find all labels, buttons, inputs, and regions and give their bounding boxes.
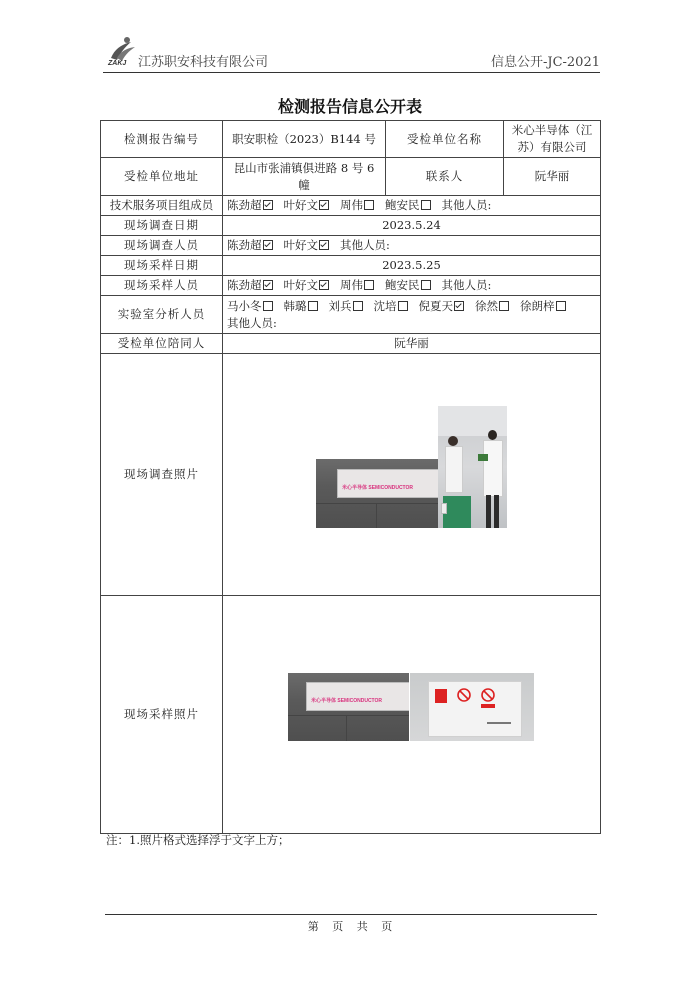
sample-people-value — [223, 276, 601, 296]
sample-date-value: 2023.5.25 — [223, 256, 601, 276]
staff-name: 鲍安民 — [385, 198, 420, 212]
staff-checkbox-item — [284, 299, 321, 313]
staff-checkbox-item — [227, 198, 276, 212]
staff-checkbox-item — [520, 299, 569, 313]
other-label: 其他人员: — [227, 315, 277, 330]
staff-checkbox-item — [385, 198, 434, 212]
survey-people-label: 现场调查人员 — [101, 236, 223, 256]
table-row — [101, 121, 601, 158]
unchecked-checkbox[interactable] — [263, 301, 273, 311]
staff-name: 叶好文 — [283, 238, 318, 252]
contact-value: 阮华丽 — [504, 158, 601, 196]
survey-photo-interview — [438, 406, 507, 528]
staff-checkbox-item — [340, 198, 377, 212]
checked-checkbox[interactable] — [263, 280, 273, 290]
escort-label: 受检单位陪同人 — [101, 334, 223, 354]
unchecked-checkbox[interactable] — [398, 301, 408, 311]
checked-checkbox[interactable] — [319, 200, 329, 210]
staff-checkbox-item — [284, 198, 333, 212]
address-label: 受检单位地址 — [101, 158, 223, 196]
checked-checkbox[interactable] — [263, 240, 273, 250]
staff-checkbox-item — [385, 278, 434, 292]
staff-name: 马小冬 — [227, 298, 262, 313]
staff-checkbox-item — [340, 278, 377, 292]
page-header — [103, 34, 600, 73]
company-name: 江苏职安科技有限公司 — [138, 55, 269, 70]
survey-date-value: 2023.5.24 — [223, 216, 601, 236]
report-no-label: 检测报告编号 — [101, 121, 223, 158]
report-no-value: 职安职检（2023）B144 号 — [223, 121, 386, 158]
staff-checkbox-item — [284, 238, 333, 252]
survey-photo-signboard — [316, 459, 439, 528]
no-smoking-icon — [457, 688, 471, 702]
staff-checkbox-item — [227, 278, 276, 292]
staff-checkbox-item — [227, 238, 276, 252]
table-row — [101, 196, 601, 216]
staff-name: 刘兵 — [328, 298, 352, 313]
lab-people-value — [223, 296, 601, 334]
unchecked-checkbox[interactable] — [308, 301, 318, 311]
staff-name: 倪夏天 — [418, 298, 453, 313]
no-fire-icon — [481, 688, 495, 702]
table-row — [101, 334, 601, 354]
unchecked-checkbox[interactable] — [353, 301, 363, 311]
other-label: 其他人员: — [441, 278, 492, 292]
survey-photo-label: 现场调查照片 — [101, 354, 223, 596]
client-value: 米心半导体（江苏）有限公司 — [504, 121, 601, 158]
unchecked-checkbox[interactable] — [364, 200, 374, 210]
survey-date-label: 现场调查日期 — [101, 216, 223, 236]
table-row — [101, 256, 601, 276]
footer-divider — [105, 914, 597, 915]
staff-name: 周伟 — [340, 198, 363, 212]
address-value: 昆山市张浦镇俱进路 8 号 6 幢 — [223, 158, 386, 196]
staff-checkbox-item — [329, 299, 366, 313]
company-sign — [306, 682, 409, 711]
table-row — [101, 276, 601, 296]
sign-text: 米心半导体 SEMICONDUCTOR — [342, 485, 414, 491]
staff-name: 徐然 — [475, 298, 498, 313]
staff-checkbox-item — [419, 299, 468, 313]
sample-photo-signboard — [288, 673, 409, 741]
staff-checkbox-item — [227, 299, 276, 313]
staff-name: 叶好文 — [283, 198, 318, 212]
unchecked-checkbox[interactable] — [499, 301, 509, 311]
contact-label: 联系人 — [386, 158, 504, 196]
other-label: 其他人员: — [441, 198, 492, 212]
staff-checkbox-item — [284, 278, 333, 292]
staff-name: 叶好文 — [283, 278, 318, 292]
checked-checkbox[interactable] — [319, 240, 329, 250]
table-row — [101, 236, 601, 256]
escort-value: 阮华丽 — [223, 334, 601, 354]
footnote: 注：1.照片格式选择浮于文字上方； — [106, 833, 290, 847]
checked-checkbox[interactable] — [263, 200, 273, 210]
unchecked-checkbox[interactable] — [421, 280, 431, 290]
unchecked-checkbox[interactable] — [556, 301, 566, 311]
checked-checkbox[interactable] — [319, 280, 329, 290]
document-id: 信息公开-JC-2021 — [490, 55, 600, 70]
staff-name: 陈劲超 — [227, 198, 262, 212]
sample-people-label: 现场采样人员 — [101, 276, 223, 296]
staff-name: 徐朗梓 — [520, 298, 555, 313]
client-label: 受检单位名称 — [386, 121, 504, 158]
checked-checkbox[interactable] — [454, 301, 464, 311]
tech-members-value — [223, 196, 601, 216]
sample-date-label: 现场采样日期 — [101, 256, 223, 276]
logo-wordmark: ZAKJ — [108, 60, 127, 67]
company-sign — [337, 469, 439, 498]
staff-name: 陈劲超 — [227, 278, 262, 292]
sign-text: 米心半导体 SEMICONDUCTOR — [311, 698, 383, 704]
page-title: 检测报告信息公开表 — [277, 97, 422, 116]
staff-name: 沈培 — [373, 298, 397, 313]
page-footer: 第 页 共 页 — [307, 920, 393, 933]
tech-members-label: 技术服务项目组成员 — [101, 196, 223, 216]
staff-name: 韩璐 — [283, 298, 307, 313]
staff-name: 鲍安民 — [385, 278, 420, 292]
staff-name: 周伟 — [340, 278, 363, 292]
table-row — [101, 216, 601, 236]
lab-label: 实验室分析人员 — [101, 296, 223, 334]
sample-photo-notice — [410, 673, 534, 741]
other-label: 其他人员: — [340, 238, 390, 252]
sample-photo-label: 现场采样照片 — [101, 596, 223, 834]
unchecked-checkbox[interactable] — [364, 280, 374, 290]
table-row — [101, 296, 601, 334]
unchecked-checkbox[interactable] — [421, 200, 431, 210]
survey-people-value — [223, 236, 601, 256]
safety-notice-board — [428, 681, 522, 737]
staff-checkbox-item — [475, 299, 512, 313]
staff-checkbox-item — [374, 299, 411, 313]
table-row — [101, 158, 601, 196]
staff-name: 陈劲超 — [227, 238, 262, 252]
